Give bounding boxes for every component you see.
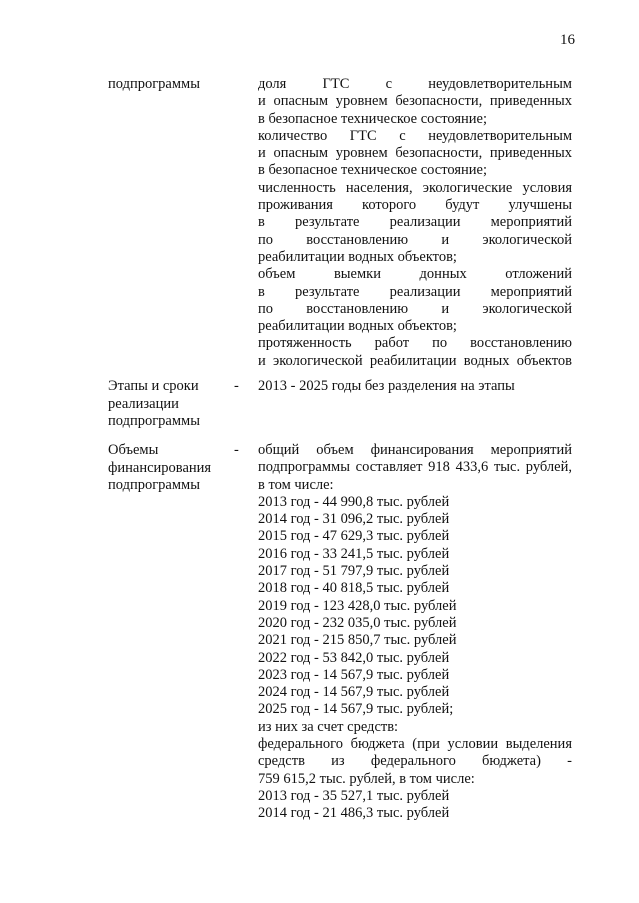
value-line: из них за счет средств:	[258, 718, 399, 735]
value-line: по восстановлению и экологической	[258, 231, 572, 248]
value-line: реабилитации водных объектов;	[258, 318, 457, 335]
value-line: федерального бюджета (при условии выделения	[258, 736, 572, 753]
value-line: в безопасное техническое состояние;	[258, 110, 487, 127]
row-label	[108, 76, 230, 94]
value-line: подпрограммы составляет 918 433,6 тыс. рублей,	[258, 459, 572, 476]
value-line: в том числе:	[258, 476, 334, 493]
value-line: 2013 год - 35 527,1 тыс. рублей	[258, 787, 450, 804]
value-line: 2013 год - 44 990,8 тыс. рублей	[258, 493, 450, 510]
value-line: и экологической реабилитации водных объектов	[258, 352, 572, 369]
value-line: по восстановлению и экологической	[258, 300, 572, 317]
value-line: в результате реализации мероприятий	[258, 214, 572, 231]
value-line: 759 615,2 тыс. рублей, в том числе:	[258, 770, 475, 787]
row-label-line: Объемы	[108, 442, 159, 458]
value-line: 2024 год - 14 567,9 тыс. рублей	[258, 684, 450, 701]
value-line: в безопасное техническое состояние;	[258, 162, 487, 179]
row-dash: -	[234, 378, 239, 394]
value-line: и опасным уровнем безопасности, приведенных	[258, 145, 572, 162]
row-label	[108, 378, 230, 431]
value-line: 2023 год - 14 567,9 тыс. рублей	[258, 666, 450, 683]
value-line: 2018 год - 40 818,5 тыс. рублей	[258, 580, 450, 597]
page-number: 16	[560, 32, 575, 48]
value-line: 2017 год - 51 797,9 тыс. рублей	[258, 563, 450, 580]
row-label-line: подпрограммы	[108, 76, 200, 92]
value-line: 2016 год - 33 241,5 тыс. рублей	[258, 545, 450, 562]
value-line: средств из федерального бюджета) -	[258, 753, 572, 770]
row-label-line: реализации	[108, 395, 179, 412]
value-line: 2015 год - 47 629,3 тыс. рублей	[258, 528, 450, 545]
row-label	[108, 442, 230, 495]
value-line: 2022 год - 53 842,0 тыс. рублей	[258, 649, 450, 666]
value-line: 2021 год - 215 850,7 тыс. рублей	[258, 632, 457, 649]
value-line: 2014 год - 31 096,2 тыс. рублей	[258, 511, 450, 528]
value-line: проживания которого будут улучшены	[258, 197, 572, 214]
value-line: 2014 год - 21 486,3 тыс. рублей	[258, 805, 450, 822]
value-line: общий объем финансирования мероприятий	[258, 442, 572, 458]
row-label-line: подпрограммы	[108, 413, 200, 429]
value-line: протяженность работ по восстановлению	[258, 335, 572, 352]
value-line: 2020 год - 232 035,0 тыс. рублей	[258, 614, 457, 631]
row-label-line: Этапы и сроки	[108, 378, 199, 394]
value-line: количество ГТС с неудовлетворительным	[258, 127, 572, 144]
row-label-line: финансирования	[108, 459, 212, 476]
value-line: доля ГТС с неудовлетворительным	[258, 76, 572, 92]
value-line: объем выемки донных отложений	[258, 266, 572, 283]
value-line: 2019 год - 123 428,0 тыс. рублей	[258, 597, 457, 614]
row-label-line: подпрограммы	[108, 477, 200, 493]
value-line: 2025 год - 14 567,9 тыс. рублей;	[258, 701, 454, 718]
value-line: реабилитации водных объектов;	[258, 248, 457, 265]
row-value	[258, 442, 572, 823]
row-dash: -	[234, 442, 239, 458]
row-value	[258, 76, 572, 370]
value-line: в результате реализации мероприятий	[258, 283, 572, 300]
row-value	[258, 378, 572, 395]
value-line: численность населения, экологические условия	[258, 179, 572, 196]
value-line: 2013 - 2025 годы без разделения на этапы	[258, 378, 515, 394]
value-line: и опасным уровнем безопасности, приведенных	[258, 93, 572, 110]
